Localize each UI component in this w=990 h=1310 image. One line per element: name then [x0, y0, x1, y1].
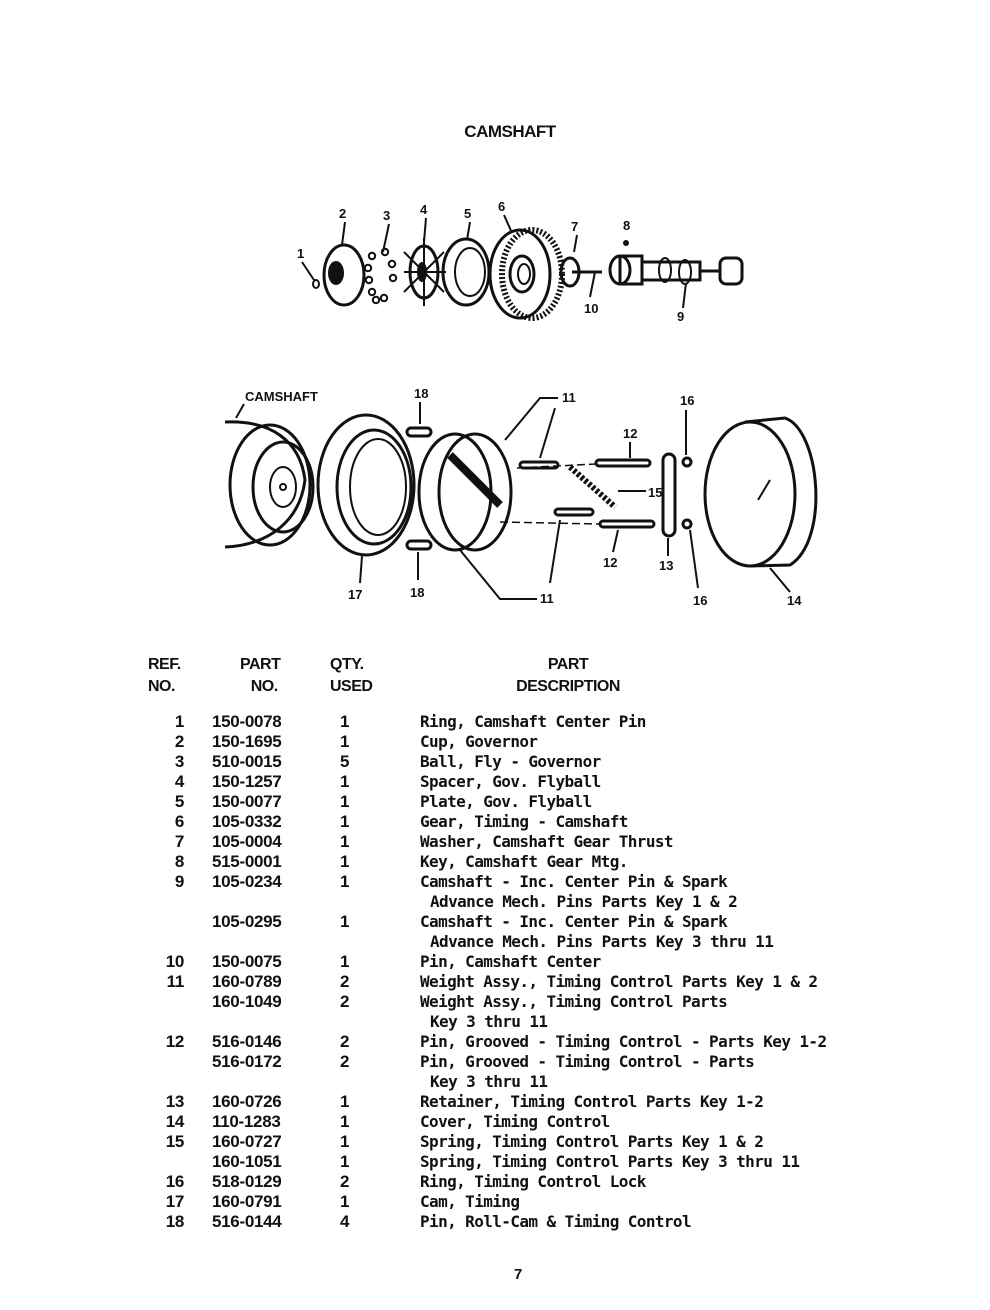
table-row — [0, 732, 990, 752]
header-qty-line2: USED — [330, 678, 373, 695]
table-row — [0, 812, 990, 832]
part-no: 160-0726 — [212, 1092, 282, 1111]
part-no: 105-0004 — [212, 832, 282, 851]
callout-12-bottom: 12 — [603, 555, 618, 570]
timing-gear-icon — [490, 230, 562, 318]
header-part-no — [240, 654, 280, 698]
qty-used: 1 — [340, 1192, 350, 1211]
qty-used: 2 — [340, 992, 350, 1011]
callout-2: 2 — [339, 206, 347, 221]
qty-used: 1 — [340, 712, 350, 731]
parts-table — [0, 712, 990, 1232]
part-no: 105-0234 — [212, 872, 282, 891]
ref-no: 12 — [165, 1032, 184, 1051]
part-description: Camshaft - Inc. Center Pin & Spark — [420, 912, 728, 931]
callout-18-top: 18 — [414, 386, 429, 401]
camshaft-icon — [610, 256, 742, 284]
qty-used: 1 — [340, 792, 350, 811]
timing-cam-icon — [318, 415, 414, 555]
ref-no: 13 — [165, 1092, 184, 1111]
part-description: Key 3 thru 11 — [430, 1012, 548, 1031]
header-part-line2: NO. — [250, 678, 278, 695]
callout-18-bottom: 18 — [410, 585, 425, 600]
qty-used: 2 — [340, 1032, 350, 1051]
table-row-continuation — [0, 892, 990, 912]
ref-no: 8 — [174, 852, 184, 871]
callout-6: 6 — [498, 199, 506, 214]
table-row — [0, 952, 990, 972]
part-description: Spring, Timing Control Parts Key 3 thru 11 — [420, 1152, 800, 1171]
qty-used: 1 — [340, 832, 350, 851]
qty-used: 1 — [340, 1092, 350, 1111]
qty-used: 2 — [340, 972, 350, 991]
callout-17: 17 — [348, 587, 363, 602]
fly-balls-icon — [365, 249, 396, 303]
table-row — [0, 912, 990, 932]
flyball-spacer-icon — [404, 238, 446, 306]
part-description: Advance Mech. Pins Parts Key 1 & 2 — [430, 892, 738, 911]
qty-used: 1 — [340, 852, 350, 871]
part-no: 516-0144 — [212, 1212, 282, 1231]
ref-no: 10 — [165, 952, 184, 971]
table-row — [0, 852, 990, 872]
lock-ring-icon — [683, 458, 691, 466]
callout-5: 5 — [464, 206, 472, 221]
callout-16-bottom: 16 — [693, 593, 708, 608]
part-no: 150-1695 — [212, 732, 282, 751]
page-title: CAMSHAFT — [464, 122, 556, 141]
part-no: 515-0001 — [212, 852, 282, 871]
part-description: Cam, Timing — [420, 1192, 520, 1211]
lock-ring-icon — [683, 520, 691, 528]
header-desc-line1: PART — [547, 656, 589, 673]
part-description: Pin, Camshaft Center — [420, 952, 601, 971]
qty-used: 1 — [340, 772, 350, 791]
spring-icon — [570, 467, 615, 507]
table-row — [0, 752, 990, 772]
part-description: Washer, Camshaft Gear Thrust — [420, 832, 673, 851]
part-no: 160-0727 — [212, 1132, 282, 1151]
table-row — [0, 792, 990, 812]
part-description: Weight Assy., Timing Control Parts Key 1 & 2 — [420, 972, 818, 991]
table-row — [0, 1172, 990, 1192]
gear-key-icon — [623, 240, 629, 246]
table-row — [0, 972, 990, 992]
qty-used: 1 — [340, 952, 350, 971]
ref-no: 11 — [166, 972, 184, 991]
qty-used: 1 — [340, 732, 350, 751]
part-no: 160-1051 — [212, 1152, 282, 1171]
table-row — [0, 1112, 990, 1132]
part-description: Ring, Camshaft Center Pin — [420, 712, 646, 731]
part-no: 510-0015 — [212, 752, 282, 771]
header-ref-no — [148, 654, 181, 698]
ref-no: 9 — [174, 872, 184, 891]
table-row — [0, 772, 990, 792]
qty-used: 1 — [340, 812, 350, 831]
camshaft-end-icon — [225, 422, 313, 547]
weight-assembly-icon — [419, 434, 511, 550]
part-description: Advance Mech. Pins Parts Key 3 thru 11 — [430, 932, 774, 951]
table-row — [0, 1212, 990, 1232]
part-no: 150-0078 — [212, 712, 282, 731]
ref-no: 18 — [165, 1212, 184, 1231]
table-row — [0, 1192, 990, 1212]
weight-pin-icon — [520, 462, 558, 468]
header-qty-used — [330, 654, 372, 698]
table-row-continuation — [0, 1072, 990, 1092]
part-description: Key 3 thru 11 — [430, 1072, 548, 1091]
part-description: Gear, Timing - Camshaft — [420, 812, 628, 831]
ref-no: 1 — [174, 712, 184, 731]
part-no: 160-0789 — [212, 972, 282, 991]
part-no: 160-1049 — [212, 992, 282, 1011]
ref-no: 7 — [174, 832, 184, 851]
grooved-pin-icon — [596, 460, 650, 466]
ref-no: 4 — [174, 772, 184, 791]
callout-15: 15 — [648, 485, 663, 500]
table-row — [0, 832, 990, 852]
ref-no: 6 — [174, 812, 184, 831]
callout-1: 1 — [297, 246, 305, 261]
part-description: Key, Camshaft Gear Mtg. — [420, 852, 628, 871]
part-no: 150-0077 — [212, 792, 282, 811]
ring-center-pin-icon — [313, 280, 319, 288]
callout-12-top: 12 — [623, 426, 638, 441]
table-row — [0, 1152, 990, 1172]
header-part-line1: PART — [240, 656, 281, 673]
header-ref-line1: REF. — [148, 656, 181, 673]
part-description: Retainer, Timing Control Parts Key 1-2 — [420, 1092, 764, 1111]
ref-no: 14 — [165, 1112, 184, 1131]
timing-cover-icon — [705, 418, 816, 566]
table-row — [0, 1132, 990, 1152]
callout-7: 7 — [571, 219, 579, 234]
roll-pin-icon — [407, 541, 431, 549]
callout-10: 10 — [584, 301, 599, 316]
table-row-continuation — [0, 932, 990, 952]
part-description: Pin, Grooved - Timing Control - Parts — [420, 1052, 755, 1071]
part-no: 518-0129 — [212, 1172, 282, 1191]
part-description: Cover, Timing Control — [420, 1112, 610, 1131]
part-description: Ring, Timing Control Lock — [420, 1172, 646, 1191]
header-part-description — [508, 654, 628, 698]
header-desc-line2: DESCRIPTION — [516, 678, 620, 695]
table-row — [0, 992, 990, 1012]
part-description: Plate, Gov. Flyball — [420, 792, 592, 811]
callout-16-top: 16 — [680, 393, 695, 408]
callout-9: 9 — [677, 309, 685, 324]
part-no: 160-0791 — [212, 1192, 282, 1211]
part-description: Camshaft - Inc. Center Pin & Spark — [420, 872, 728, 891]
qty-used: 5 — [340, 752, 350, 771]
ref-no: 16 — [165, 1172, 184, 1191]
table-row — [0, 1032, 990, 1052]
qty-used: 1 — [340, 912, 350, 931]
callout-8: 8 — [623, 218, 631, 233]
qty-used: 1 — [340, 1112, 350, 1131]
qty-used: 1 — [340, 872, 350, 891]
table-row-continuation — [0, 1012, 990, 1032]
table-row — [0, 1092, 990, 1112]
header-ref-line2: NO. — [148, 678, 175, 695]
part-no: 105-0332 — [212, 812, 282, 831]
callout-13: 13 — [659, 558, 674, 573]
part-description: Ball, Fly - Governor — [420, 752, 601, 771]
ref-no: 3 — [174, 752, 184, 771]
part-description: Pin, Grooved - Timing Control - Parts Key 1-2 — [420, 1032, 827, 1051]
qty-used: 2 — [340, 1052, 350, 1071]
table-row — [0, 1052, 990, 1072]
part-no: 150-0075 — [212, 952, 282, 971]
qty-used: 4 — [340, 1212, 350, 1231]
header-qty-line1: QTY. — [330, 656, 364, 673]
ref-no: 5 — [174, 792, 184, 811]
callout-11-bottom: 11 — [540, 591, 554, 606]
part-no: 516-0172 — [212, 1052, 282, 1071]
part-no: 110-1283 — [212, 1112, 281, 1131]
weight-pin-icon — [555, 509, 593, 515]
callout-4: 4 — [420, 202, 428, 217]
callout-11-top: 11 — [562, 390, 576, 405]
roll-pin-icon — [407, 428, 431, 436]
page-number: 7 — [514, 1266, 523, 1283]
retainer-icon — [663, 454, 675, 536]
part-no: 150-1257 — [212, 772, 282, 791]
part-description: Weight Assy., Timing Control Parts — [420, 992, 728, 1011]
part-description: Spring, Timing Control Parts Key 1 & 2 — [420, 1132, 764, 1151]
qty-used: 1 — [340, 1152, 350, 1171]
camshaft-label: CAMSHAFT — [245, 389, 318, 404]
ref-no: 15 — [165, 1132, 184, 1151]
part-no: 516-0146 — [212, 1032, 282, 1051]
part-no: 105-0295 — [212, 912, 282, 931]
grooved-pin-icon — [600, 521, 654, 527]
ref-no: 17 — [165, 1192, 184, 1211]
callout-3: 3 — [383, 208, 391, 223]
qty-used: 2 — [340, 1172, 350, 1191]
table-row — [0, 712, 990, 732]
qty-used: 1 — [340, 1132, 350, 1151]
table-row — [0, 872, 990, 892]
part-description: Cup, Governor — [420, 732, 538, 751]
ref-no: 2 — [174, 732, 184, 751]
part-description: Pin, Roll-Cam & Timing Control — [420, 1212, 691, 1231]
part-description: Spacer, Gov. Flyball — [420, 772, 601, 791]
callout-14: 14 — [787, 593, 802, 608]
